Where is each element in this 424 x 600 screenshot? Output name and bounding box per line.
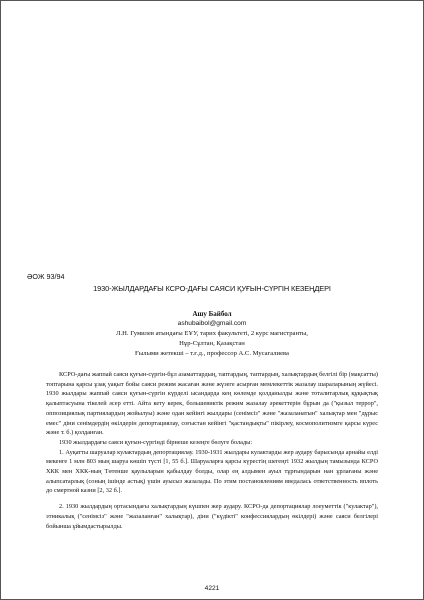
article-body [46, 370, 378, 531]
author-affiliation: Л.Н. Гумилев атындағы ЕҰУ, тарих факультеті, 2 курс магистранты, [116, 330, 308, 337]
paragraph-intro: КСРО-дағы жаппай саяси қуғын-сүргін-бұл азаматтардың, таптардың, таптардың, халықтардың белгілі бір (мақсатты) топтарына қарсы ұзақ уақыт бойы саяси режим жасаған және жүзеге асырған мемлекеттік жазалау шараларының жүйесі. 1930 жылдары жаппай саяси қуғын-сүргін күрделі ысандарда кең көлемде қолданылды және тоталитарлық құқықтық қалыптасуына тікелей әсер етті. Айта кету керек, большевиктік режим жазалау әрекеттерін бұрын да ("қызыл террор", оппозициялық партиялардың жойылуы) және одан кейінгі жылдары (сенімсіз" және "жазаланатын" халықтар мен "дұрыс емес" діни сенімдердің өкілдерін депортациялау, соғыстан кейінгі "қастандықты" пікірлеу, космополитизмге қарсы күрес және т. б.) қолданған. [46, 371, 378, 437]
author-city: Нұр-Сұлтан, Қазақстан [179, 340, 245, 347]
article-title: 1930-ЖЫЛДАРДАҒЫ КСРО-ДАҒЫ САЯСИ ҚУҒЫН-СҮРГІН КЕЗЕҢДЕРІ [93, 284, 331, 293]
paragraph-period-1: 1. Ауқатты шаруалар кулактардың депортациялау. 1930-1931 жылдары кулактарды жер аудару барысында арнайы елді мекенге 1 млн 803 мың шаруа көшіп түсті [1, 55 б.]. Шаруаларға қарсы күрестің шегеңгі 1932 жылдың тамызында КСРО ХКК мен ХКК-ның Төтенше қаулыларын қабылдау болды, олар ең алдымен ауыл тұрғындарын нан ұрлағаны және алыпсатарлық (соның ішінде астық) үшін ауысыз жазалады. По этим постановлениям введалась ответственность вплоть до смертной казни [2, 32 б.]. [46, 448, 378, 495]
author-name: Ашу Байбол [192, 310, 232, 318]
udc-code: ӘОЖ 93/94 [27, 272, 65, 281]
author-email: ashubaibol@gmail.com [177, 320, 247, 327]
paragraph-period-2: 2. 1930 жылдардың ортасындағы халықтардың күшпен жер аудару. КСРО-да депортациялар лоеуметтік ("кулактар"), этникалық ("сенімсіз" және "жазаланған" халықтар), діни ("күдікті" конфессиялардың өкілдері) және саяси белгілері бойынша ұйымдастырылды. [46, 503, 378, 530]
page-number: 4221 [204, 585, 220, 592]
author-block [1, 309, 423, 359]
supervisor: Ғылыми жетекші – т.ғ.д., профессор А.С. Мусагалиева [135, 350, 289, 357]
paragraph-periods: 1930 жылдардағы саяси қуғын-сүргінді бірнеше кезеңге бөлуге болады: [59, 438, 253, 446]
